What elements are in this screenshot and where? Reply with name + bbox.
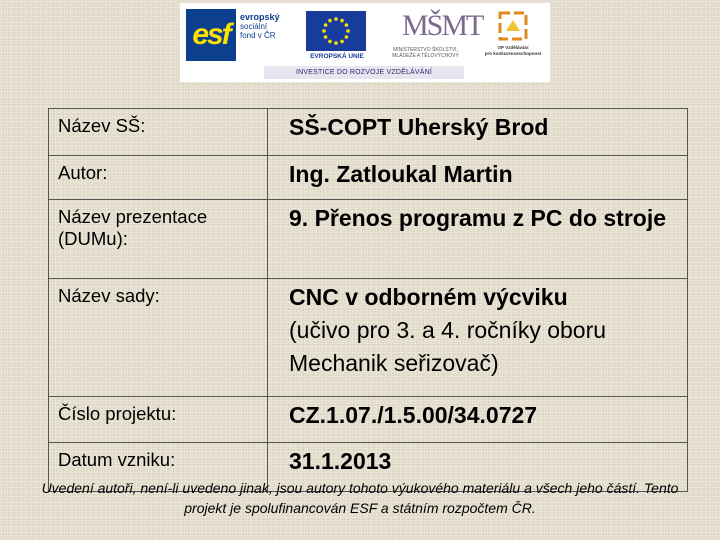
table-row xyxy=(49,109,688,156)
opvk-logo-icon xyxy=(498,11,528,41)
set-value: CNC v odborném výcviku xyxy=(289,284,568,310)
project-value: CZ.1.07./1.5.00/34.0727 xyxy=(268,397,688,443)
msmt-logo-caption: MINISTERSTVO ŠKOLSTVÍ, MLÁDEŽE A TĚLOVÝCHOVY xyxy=(392,47,459,59)
info-table xyxy=(48,108,688,492)
project-label: Číslo projektu: xyxy=(49,397,268,443)
opvk-logo-caption: OP Vzdělávání pro konkurenceschopnost xyxy=(484,45,542,56)
banner-strip: INVESTICE DO ROZVOJE VZDĚLÁVÁNÍ xyxy=(264,66,464,79)
school-label: Název SŠ: xyxy=(49,109,268,156)
eu-flag-icon xyxy=(306,11,366,51)
eu-logo-caption: EVROPSKÁ UNIE xyxy=(310,53,364,60)
table-row xyxy=(49,156,688,200)
table-row xyxy=(49,200,688,279)
table-row xyxy=(49,279,688,397)
author-label: Autor: xyxy=(49,156,268,200)
set-note: (učivo pro 3. a 4. ročníky oboru Mechanik seřizovač) xyxy=(289,317,607,376)
esf-logo-text: evropský sociální fond v ČR xyxy=(240,12,280,40)
footer-note: Uvedení autoři, není-li uvedeno jinak, jsou autory tohoto výukového materiálu a všech jeho částí. Tento projekt je spolufinancován ESF a státním rozpočtem ČR. xyxy=(41,480,679,516)
esf-logo xyxy=(186,9,296,61)
eu-logo xyxy=(302,9,372,61)
author-value: Ing. Zatloukal Martin xyxy=(268,156,688,200)
table-row xyxy=(49,397,688,443)
msmt-logo xyxy=(378,7,483,63)
school-value: SŠ-COPT Uherský Brod xyxy=(268,109,688,156)
logo-banner xyxy=(180,3,550,82)
esf-logo-mark: esf xyxy=(186,9,236,61)
date-label: Datum vzniku: xyxy=(49,443,268,492)
opvk-logo xyxy=(480,11,546,67)
date-value: 31.1.2013 xyxy=(268,443,688,492)
presentation-value: 9. Přenos programu z PC do stroje xyxy=(268,200,688,279)
msmt-logo-mark: MŠMT xyxy=(402,9,483,42)
set-label: Název sady: xyxy=(49,279,268,397)
set-cell xyxy=(268,279,688,397)
presentation-label: Název prezentace (DUMu): xyxy=(49,200,268,279)
